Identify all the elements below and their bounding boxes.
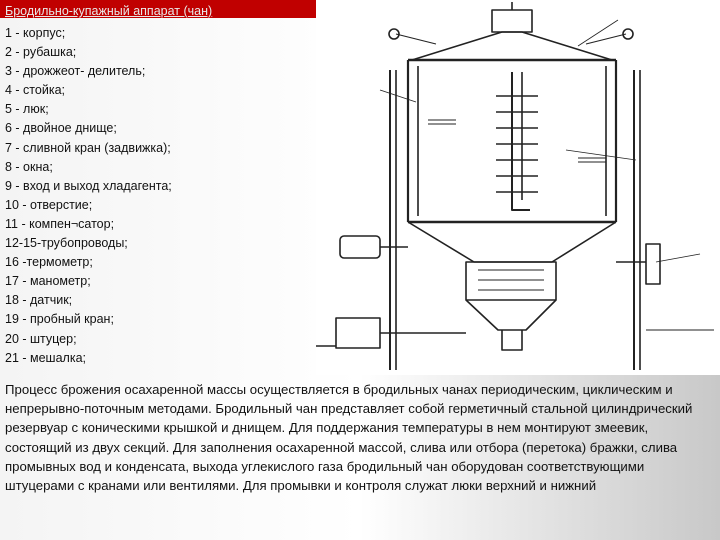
legend-item: 20 - штуцер; (5, 331, 77, 346)
legend-item: 11 - компен¬сатор; (5, 216, 115, 231)
legend-item: 16 -термометр; (5, 255, 93, 270)
legend-item: 3 - дрожжеот- делитель; (5, 64, 146, 79)
legend-item: 19 - пробный кран; (5, 312, 114, 327)
description-paragraph: Процесс брожения осахаренной массы осуществляется в бродильных чанах периодическим, циклическим и непрерывно-поточным методами. Бродильный чан представляет собой герметичный стальной цилиндрический резервуар с коническими крышкой и днищем. Для поддержания температуры в нем монтируют змеевик, состоящий из двух секций. Для заполнения осахаренной массой, слива или отбора (перетока) бражки, слива промывных вод и конденсата, выхода углекислого газа бродильный чан оборудован соответствующими штуцерами с кранами или вентилями. Для промывки и контроля служат люки верхний и нижний (5, 382, 693, 494)
legend-item: 17 - манометр; (5, 274, 91, 289)
legend-item: 10 - отверстие; (5, 197, 93, 212)
fermentation-vat-drawing (316, 0, 720, 375)
parts-legend (5, 24, 172, 368)
legend-item: 1 - корпус; (5, 26, 66, 40)
legend-item: 6 - двойное днище; (5, 121, 117, 136)
legend-item: 7 - сливной кран (задвижка); (5, 140, 171, 155)
legend-item: 18 - датчик; (5, 293, 73, 308)
legend-item: 21 - мешалка; (5, 350, 86, 365)
legend-item: 5 - люк; (5, 102, 49, 117)
legend-item: 9 - вход и выход хладагента; (5, 178, 172, 193)
slide-title: Бродильно-купажный аппарат (чан) (5, 4, 213, 18)
fermentation-vat-drawing-icon (316, 0, 720, 375)
legend-item: 2 - рубашка; (5, 45, 77, 60)
legend-item: 4 - стойка; (5, 83, 65, 98)
title-bar (0, 0, 316, 18)
legend-item: 12-15-трубопроводы; (5, 236, 128, 251)
legend-item: 8 - окна; (5, 159, 53, 174)
